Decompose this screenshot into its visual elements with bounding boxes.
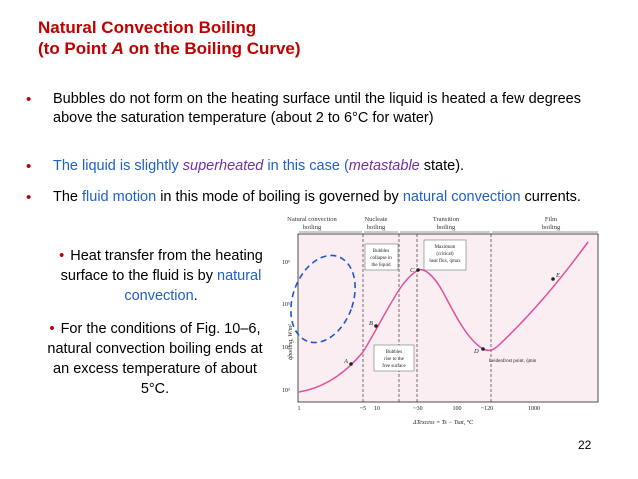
slide-title: [38, 17, 301, 59]
point-e-label: E: [556, 272, 560, 279]
y-axis-label: q̇boiling, W/m²: [288, 324, 294, 360]
region-label-natural-2: boiling: [302, 224, 322, 231]
region-label-film: Film: [544, 216, 558, 223]
svg-text:collapse in: collapse in: [370, 256, 392, 261]
svg-text:the liquid: the liquid: [371, 263, 391, 268]
x-tick: 100: [452, 406, 462, 412]
bullet-2-text: The liquid is slightly superheated in this case (metastable state).: [53, 158, 465, 174]
point-a-label: A: [344, 358, 348, 365]
region-label-nucleate-2: boiling: [366, 224, 386, 231]
bullet-1-text: Bubbles do not form on the heating surface until the liquid is heated a few degrees above the saturation temperature (about 2 to 6°C for water): [53, 91, 581, 126]
point-b-label: B: [369, 320, 373, 327]
x-tick: 1000: [528, 406, 540, 412]
x-axis-label: ΔTexcess = Ts − Tsat, °C: [412, 420, 474, 426]
region-label-natural: Natural convection: [287, 216, 337, 223]
annotation-maximum: Maximum: [434, 245, 456, 250]
y-tick: 10⁴: [282, 345, 291, 351]
svg-text:heat flux, q̇max: heat flux, q̇max: [429, 259, 461, 264]
annotation-bubbles-collapse: Bubbles: [372, 249, 390, 254]
y-tick: 10⁵: [282, 302, 291, 308]
x-tick: ~120: [480, 406, 494, 412]
point-d-label: D: [474, 348, 479, 355]
svg-text:free surface: free surface: [382, 364, 406, 369]
bullet-2: [24, 157, 594, 176]
x-tick: ~5: [359, 406, 367, 412]
bullet-dot-icon: •: [26, 158, 32, 175]
region-label-film-2: boiling: [541, 224, 561, 231]
page-number: 22: [578, 438, 592, 452]
title-point-label: A: [111, 39, 124, 58]
x-tick: 10: [374, 406, 380, 412]
region-label-nucleate: Nucleate: [364, 216, 388, 223]
title-line-2: (to Point A on the Boiling Curve): [38, 39, 301, 58]
title-line-1: Natural Convection Boiling: [38, 18, 257, 37]
svg-text:rise to the: rise to the: [384, 357, 404, 362]
sub-bullet-1: • Heat transfer from the heating surface to the fluid is by natural convection.: [59, 248, 263, 304]
bullet-dot-icon: •: [26, 189, 32, 206]
region-label-transition-2: boiling: [436, 224, 456, 231]
point-c-label: C: [410, 267, 415, 274]
boiling-curve-figure: [268, 212, 601, 462]
y-tick: 10⁶: [282, 260, 291, 266]
x-tick: 1: [297, 406, 301, 412]
bullet-3-text: The fluid motion in this mode of boiling is governed by natural convection currents.: [53, 189, 581, 205]
bullet-1: [24, 90, 594, 128]
region-label-transition: Transition: [432, 216, 460, 223]
bullet-3: [24, 188, 594, 207]
y-tick: 10³: [282, 388, 290, 394]
svg-text:(critical): (critical): [436, 252, 454, 257]
bullet-dot-icon: •: [26, 91, 32, 108]
sub-bullet-dot-icon: •: [49, 321, 55, 337]
x-tick: ~30: [413, 406, 423, 412]
annotation-leidenfrost: Leidenfrost point, q̇min: [489, 359, 537, 364]
sub-bullet-dot-icon: •: [59, 248, 65, 264]
annotation-bubbles-rise: Bubbles: [385, 350, 403, 355]
sub-bullet-2: • For the conditions of Fig. 10–6, natural convection boiling ends at an excess temperature of about 5°C.: [47, 321, 263, 397]
